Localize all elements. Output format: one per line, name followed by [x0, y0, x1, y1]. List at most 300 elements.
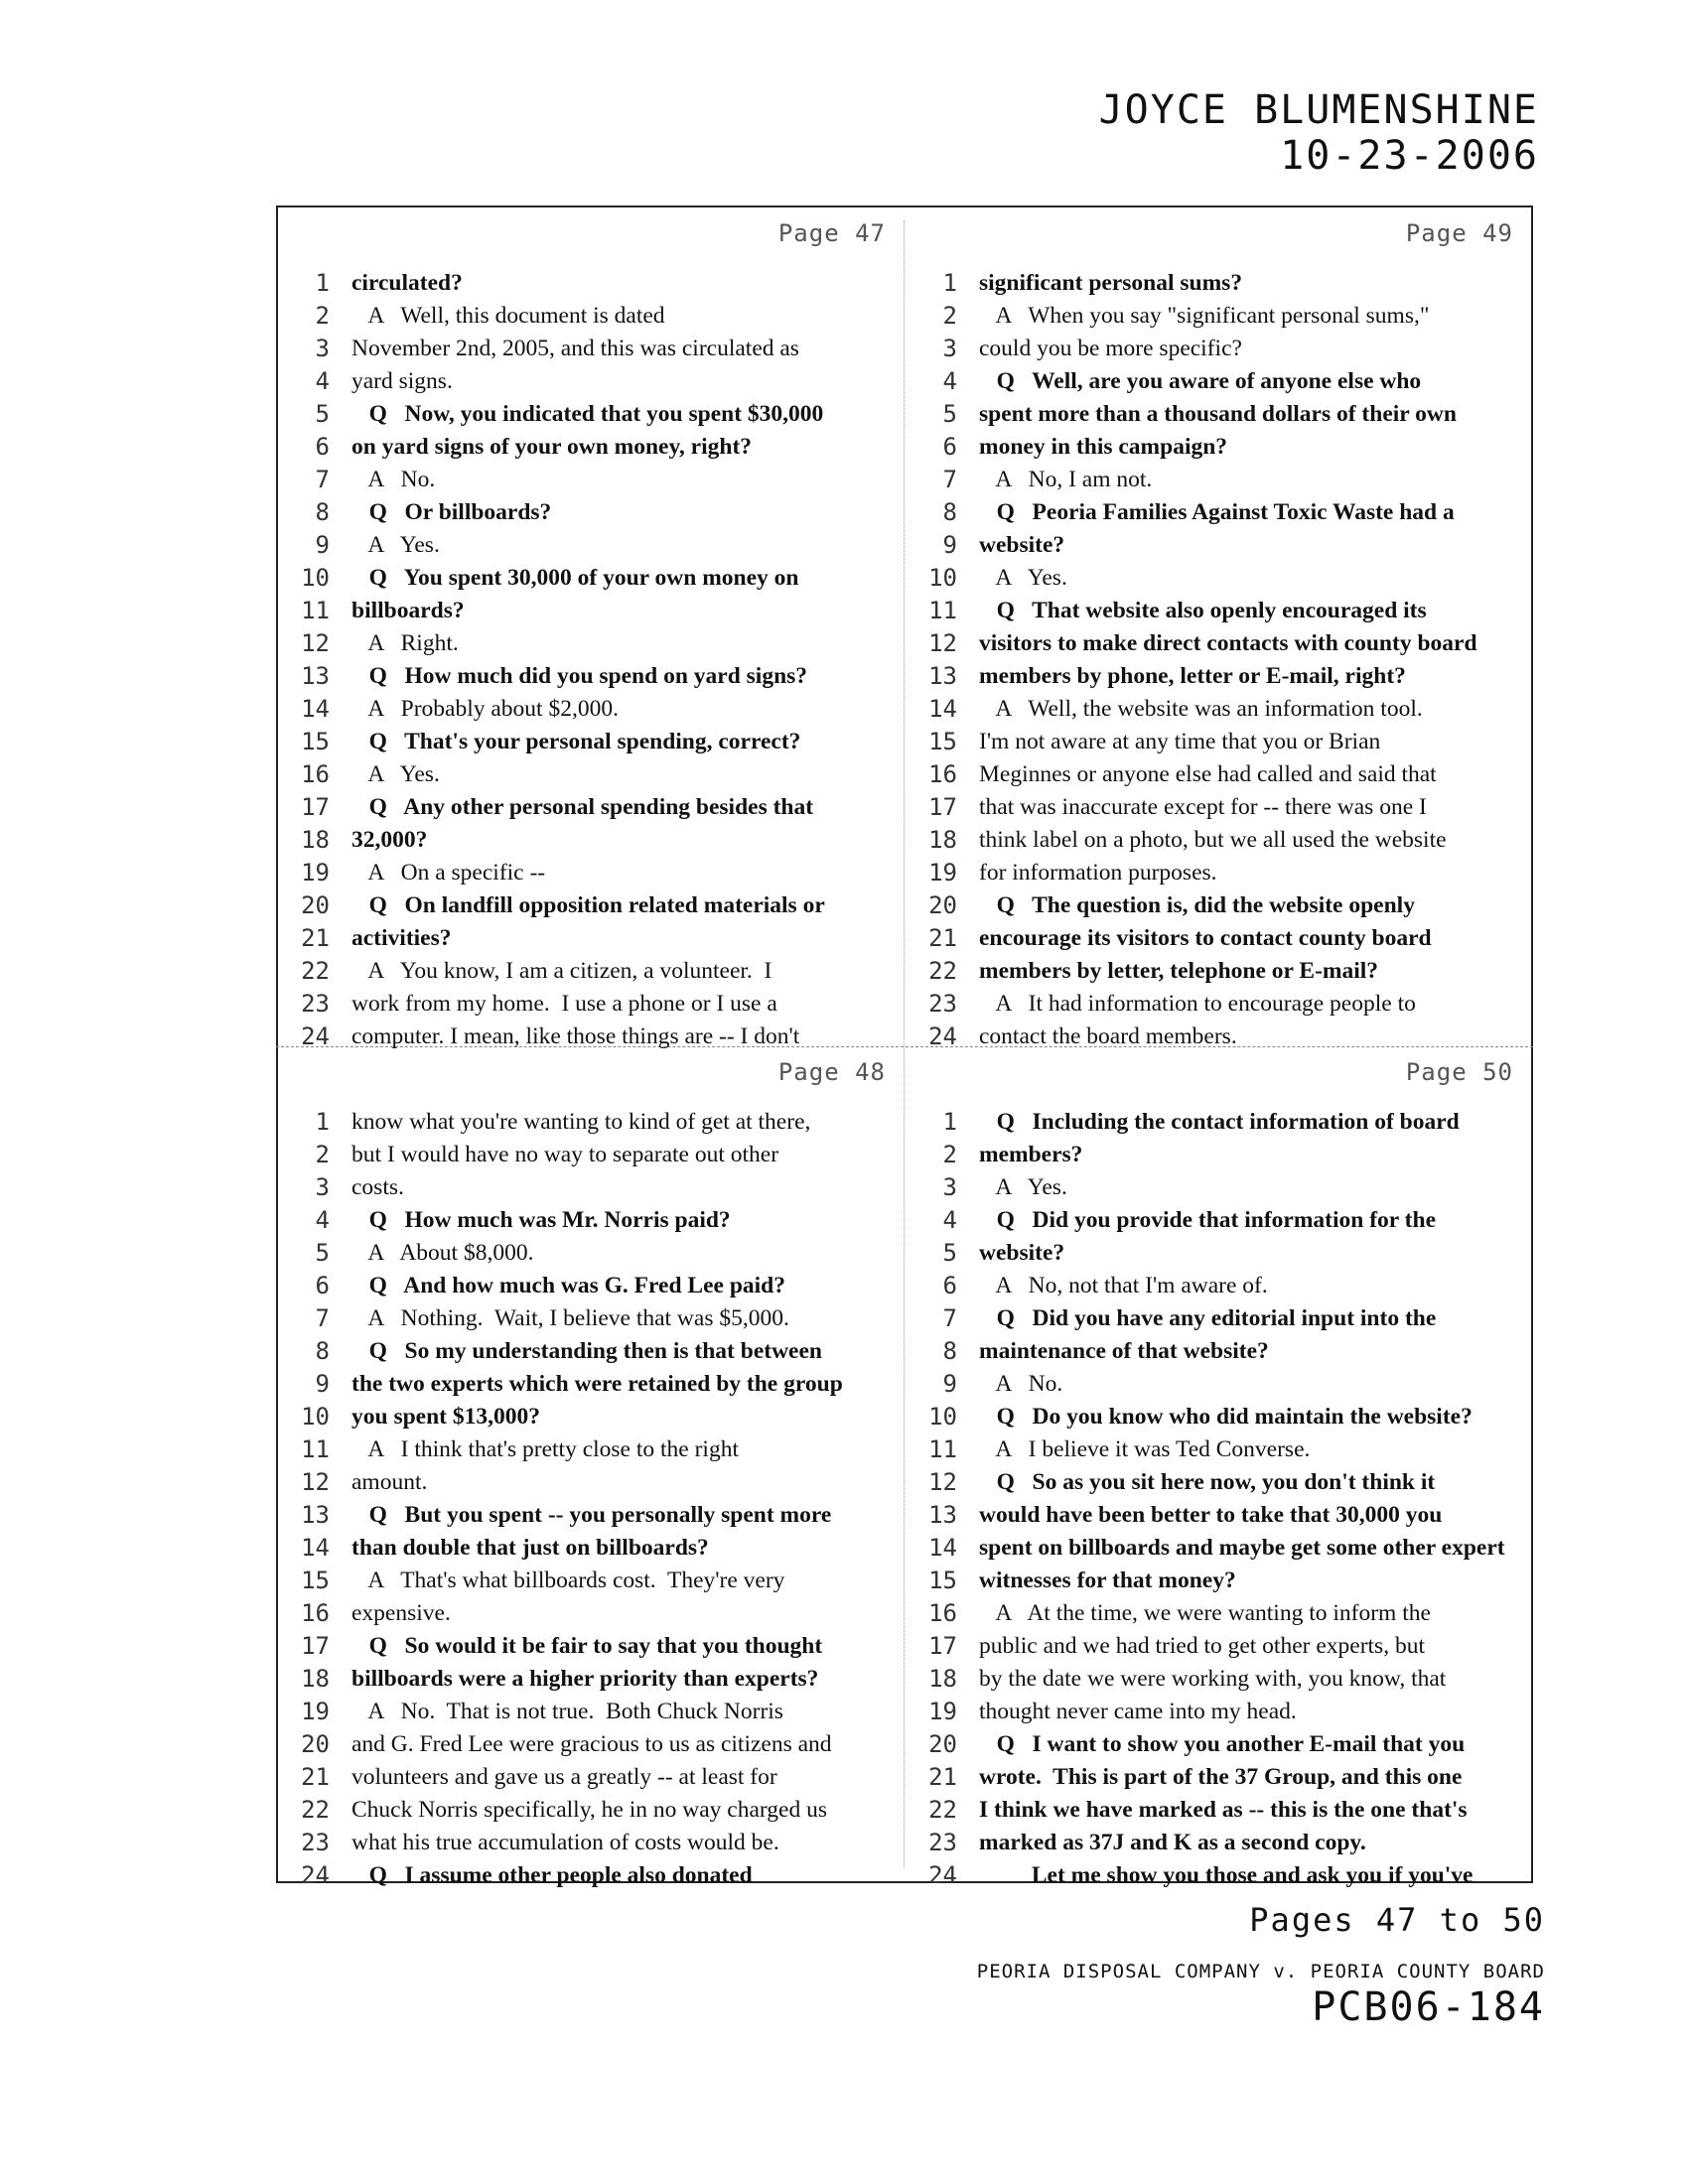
- line-number: 9: [942, 1370, 957, 1398]
- line-number: 12: [301, 1468, 330, 1496]
- transcript-line: [288, 1139, 894, 1171]
- line-number: 16: [928, 760, 957, 788]
- page-number-label: Page 48: [777, 1058, 886, 1086]
- line-number: 16: [301, 1599, 330, 1627]
- transcript-line: [288, 300, 894, 333]
- transcript-line: [915, 431, 1521, 464]
- transcript-line: [288, 496, 894, 529]
- transcript-line: [288, 1761, 894, 1794]
- line-text: A Yes.: [979, 1174, 1067, 1200]
- line-number: 14: [301, 695, 330, 723]
- transcript-line: [288, 333, 894, 365]
- transcript-line: [915, 889, 1521, 922]
- line-number: 14: [928, 1534, 957, 1562]
- line-number: 9: [942, 531, 957, 559]
- line-number: 13: [301, 1501, 330, 1529]
- line-text: A Yes.: [351, 761, 440, 787]
- line-text: but I would have no way to separate out other: [351, 1142, 779, 1167]
- line-text: Q Did you provide that information for the: [979, 1207, 1437, 1233]
- line-text: Q And how much was G. Fred Lee paid?: [351, 1273, 785, 1298]
- line-text: on yard signs of your own money, right?: [351, 434, 753, 460]
- line-text: Q Including the contact information of board: [979, 1109, 1460, 1135]
- line-text: yard signs.: [351, 368, 453, 394]
- line-number: 20: [301, 891, 330, 919]
- line-number: 13: [928, 662, 957, 690]
- line-text: Q How much was Mr. Norris paid?: [351, 1207, 731, 1233]
- line-text: A No, not that I'm aware of.: [979, 1273, 1268, 1298]
- line-number: 24: [928, 1861, 957, 1889]
- line-number: 6: [942, 433, 957, 461]
- line-text: money in this campaign?: [979, 434, 1228, 460]
- transcript-page-50: [915, 1058, 1521, 1889]
- line-text: amount.: [351, 1469, 428, 1495]
- line-number: 9: [315, 1370, 330, 1398]
- line-text: Q Peoria Families Against Toxic Waste had a: [979, 499, 1455, 525]
- line-number: 6: [315, 433, 330, 461]
- transcript-line: [915, 758, 1521, 791]
- line-number: 8: [942, 498, 957, 526]
- line-number: 3: [315, 1173, 330, 1201]
- line-number: 19: [928, 859, 957, 887]
- transcript-page-49: [915, 219, 1521, 1050]
- line-number: 16: [301, 760, 330, 788]
- transcript-line: [288, 1827, 894, 1859]
- line-number: 18: [301, 1665, 330, 1693]
- transcript-line: [288, 1663, 894, 1696]
- transcript-line: [915, 496, 1521, 529]
- line-number: 23: [301, 990, 330, 1018]
- line-number: 5: [942, 400, 957, 428]
- transcript-line: [288, 1368, 894, 1401]
- line-text: A Well, this document is dated: [351, 303, 665, 329]
- transcript-line: [288, 922, 894, 955]
- line-number: 22: [928, 1796, 957, 1824]
- transcript-line: [915, 1171, 1521, 1204]
- transcript-line: [915, 726, 1521, 758]
- transcript-line: [915, 1827, 1521, 1859]
- line-text: wrote. This is part of the 37 Group, and this one: [979, 1764, 1463, 1790]
- transcript-line: [288, 889, 894, 922]
- line-number: 22: [928, 957, 957, 985]
- line-number: 21: [928, 1763, 957, 1791]
- line-number: 15: [928, 728, 957, 755]
- transcript-line: [288, 464, 894, 496]
- transcript-line: [915, 1466, 1521, 1499]
- line-text: activities?: [351, 925, 452, 951]
- line-number: 2: [315, 302, 330, 330]
- line-number: 2: [942, 302, 957, 330]
- line-text: Q You spent 30,000 of your own money on: [351, 565, 799, 591]
- transcript-line: [915, 267, 1521, 300]
- line-number: 10: [301, 1403, 330, 1431]
- transcript-line: [915, 955, 1521, 988]
- line-text: November 2nd, 2005, and this was circulated as: [351, 336, 799, 361]
- line-number: 20: [928, 891, 957, 919]
- line-text: spent more than a thousand dollars of their own: [979, 401, 1457, 427]
- transcript-line: [288, 1401, 894, 1433]
- line-text: expensive.: [351, 1600, 451, 1626]
- line-text: A About $8,000.: [351, 1240, 534, 1266]
- transcript-line: [288, 857, 894, 889]
- line-number: 17: [301, 793, 330, 821]
- transcript-line: [288, 1696, 894, 1728]
- line-number: 21: [301, 924, 330, 952]
- transcript-line: [288, 267, 894, 300]
- line-number: 5: [315, 1239, 330, 1267]
- transcript-line: [915, 1302, 1521, 1335]
- line-number: 11: [928, 1435, 957, 1463]
- line-text: volunteers and gave us a greatly -- at least for: [351, 1764, 777, 1790]
- line-text: A I believe it was Ted Converse.: [979, 1436, 1311, 1462]
- line-text: website?: [979, 532, 1065, 558]
- transcript-line: [915, 1335, 1521, 1368]
- transcript-line: [288, 562, 894, 595]
- transcript-line: [915, 1204, 1521, 1237]
- line-text: members by letter, telephone or E-mail?: [979, 958, 1379, 984]
- line-text: contact the board members.: [979, 1024, 1237, 1049]
- line-text: billboards were a higher priority than experts?: [351, 1666, 819, 1692]
- line-text: and G. Fred Lee were gracious to us as citizens and: [351, 1731, 832, 1757]
- transcript-line: [915, 1237, 1521, 1270]
- transcript-line: [288, 595, 894, 627]
- line-text: Q Now, you indicated that you spent $30,000: [351, 401, 824, 427]
- transcript-page-48: [288, 1058, 894, 1889]
- line-text: maintenance of that website?: [979, 1338, 1269, 1364]
- transcript-line: [915, 922, 1521, 955]
- transcript-line: [288, 955, 894, 988]
- line-number: 1: [315, 269, 330, 297]
- transcript-line: [915, 1532, 1521, 1565]
- line-text: A Yes.: [351, 532, 440, 558]
- line-number: 21: [301, 1763, 330, 1791]
- line-text: witnesses for that money?: [979, 1568, 1236, 1593]
- line-text: encourage its visitors to contact county board: [979, 925, 1432, 951]
- line-text: A No.: [351, 467, 436, 492]
- line-number: 7: [942, 1304, 957, 1332]
- transcript-line: [288, 1859, 894, 1892]
- line-number: 8: [315, 498, 330, 526]
- line-text: than double that just on billboards?: [351, 1535, 709, 1561]
- line-text: A No.: [979, 1371, 1063, 1397]
- line-number: 13: [928, 1501, 957, 1529]
- transcript-line: [915, 1139, 1521, 1171]
- transcript-line: [915, 791, 1521, 824]
- line-number: 10: [928, 1403, 957, 1431]
- transcript-line: [915, 660, 1521, 693]
- deposition-date: 10-23-2006: [1280, 133, 1539, 179]
- transcript-line: [288, 365, 894, 398]
- transcript-line: [915, 300, 1521, 333]
- line-number: 18: [301, 826, 330, 854]
- line-number: 7: [942, 466, 957, 493]
- transcript-lines: [915, 267, 1521, 1053]
- line-text: Q The question is, did the website openly: [979, 892, 1415, 918]
- line-text: Q Well, are you aware of anyone else who: [979, 368, 1422, 394]
- line-text: A No, I am not.: [979, 467, 1153, 492]
- line-text: Let me show you those and ask you if you've: [979, 1862, 1474, 1888]
- transcript-line: [915, 1106, 1521, 1139]
- line-text: marked as 37J and K as a second copy.: [979, 1830, 1366, 1855]
- line-text: what his true accumulation of costs would be.: [351, 1830, 779, 1855]
- line-text: Q I want to show you another E-mail that you: [979, 1731, 1466, 1757]
- transcript-line: [915, 1761, 1521, 1794]
- line-number: 13: [301, 662, 330, 690]
- transcript-line: [288, 1270, 894, 1302]
- line-number: 20: [928, 1730, 957, 1758]
- transcript-line: [915, 1728, 1521, 1761]
- line-number: 24: [301, 1023, 330, 1050]
- line-text: you spent $13,000?: [351, 1404, 540, 1430]
- line-text: significant personal sums?: [979, 270, 1243, 296]
- line-text: Q Or billboards?: [351, 499, 552, 525]
- transcript-line: [288, 627, 894, 660]
- line-number: 15: [928, 1567, 957, 1594]
- line-number: 4: [942, 367, 957, 395]
- line-number: 5: [315, 400, 330, 428]
- transcript-line: [288, 1794, 894, 1827]
- line-number: 19: [301, 859, 330, 887]
- line-number: 18: [928, 1665, 957, 1693]
- transcript-line: [915, 1270, 1521, 1302]
- line-text: would have been better to take that 30,000 you: [979, 1502, 1443, 1528]
- line-text: Meginnes or anyone else had called and said that: [979, 761, 1437, 787]
- line-text: costs.: [351, 1174, 404, 1200]
- line-number: 23: [928, 1829, 957, 1856]
- transcript-line: [915, 1859, 1521, 1892]
- transcript-line: [915, 1433, 1521, 1466]
- line-text: Q How much did you spend on yard signs?: [351, 663, 808, 689]
- line-text: Q Any other personal spending besides that: [351, 794, 814, 820]
- line-number: 4: [942, 1206, 957, 1234]
- line-text: the two experts which were retained by the group: [351, 1371, 843, 1397]
- line-text: A I think that's pretty close to the right: [351, 1436, 739, 1462]
- line-text: that was inaccurate except for -- there was one I: [979, 794, 1427, 820]
- case-title: PEORIA DISPOSAL COMPANY v. PEORIA COUNTY BOARD: [976, 1961, 1545, 1982]
- line-number: 11: [928, 597, 957, 624]
- transcript-line: [288, 431, 894, 464]
- line-number: 10: [301, 564, 330, 592]
- transcript-line: [288, 1204, 894, 1237]
- line-text: I think we have marked as -- this is the one that's: [979, 1797, 1468, 1823]
- line-number: 18: [928, 826, 957, 854]
- transcript-line: [288, 758, 894, 791]
- transcript-line: [288, 988, 894, 1021]
- line-number: 2: [315, 1141, 330, 1168]
- line-text: A Probably about $2,000.: [351, 696, 619, 722]
- transcript-line: [915, 824, 1521, 857]
- line-text: A Nothing. Wait, I believe that was $5,000.: [351, 1305, 789, 1331]
- transcript-line: [288, 1335, 894, 1368]
- line-number: 8: [315, 1337, 330, 1365]
- transcript-line: [915, 529, 1521, 562]
- transcript-line: [288, 726, 894, 758]
- transcript-line: [915, 693, 1521, 726]
- line-text: Q So would it be fair to say that you thought: [351, 1633, 823, 1659]
- line-text: circulated?: [351, 270, 463, 296]
- line-text: visitors to make direct contacts with county board: [979, 630, 1477, 656]
- line-number: 6: [942, 1272, 957, 1299]
- transcript-line: [288, 693, 894, 726]
- line-text: members?: [979, 1142, 1083, 1167]
- line-number: 3: [942, 335, 957, 362]
- transcript-line: [288, 1433, 894, 1466]
- transcript-line: [915, 1401, 1521, 1433]
- transcript-line: [288, 1237, 894, 1270]
- transcript-line: [288, 1597, 894, 1630]
- line-number: 15: [301, 728, 330, 755]
- line-text: computer. I mean, like those things are -- I don't: [351, 1024, 800, 1049]
- line-number: 7: [315, 1304, 330, 1332]
- case-number: PCB06-184: [1312, 1984, 1545, 2030]
- line-number: 2: [942, 1141, 957, 1168]
- document-header: [1099, 87, 1539, 179]
- line-number: 4: [315, 1206, 330, 1234]
- transcript-page-47: [288, 219, 894, 1050]
- transcript-line: [915, 1663, 1521, 1696]
- line-text: spent on billboards and maybe get some other expert: [979, 1535, 1505, 1561]
- transcript-lines: [288, 1106, 894, 1892]
- transcript-line: [288, 398, 894, 431]
- line-number: 12: [928, 1468, 957, 1496]
- line-number: 17: [301, 1632, 330, 1660]
- line-text: could you be more specific?: [979, 336, 1242, 361]
- line-number: 10: [928, 564, 957, 592]
- transcript-line: [915, 398, 1521, 431]
- line-number: 16: [928, 1599, 957, 1627]
- line-number: 9: [315, 531, 330, 559]
- transcript-line: [915, 1597, 1521, 1630]
- line-text: A No. That is not true. Both Chuck Norris: [351, 1699, 783, 1724]
- pages-range: Pages 47 to 50: [1249, 1901, 1545, 1939]
- line-text: A It had information to encourage people to: [979, 991, 1416, 1017]
- transcript-line: [288, 1171, 894, 1204]
- line-number: 6: [315, 1272, 330, 1299]
- transcript-line: [915, 1696, 1521, 1728]
- transcript-line: [915, 857, 1521, 889]
- line-text: I'm not aware at any time that you or Brian: [979, 729, 1381, 754]
- transcript-line: [288, 1728, 894, 1761]
- line-number: 24: [301, 1861, 330, 1889]
- transcript-line: [915, 1565, 1521, 1597]
- transcript-line: [915, 1794, 1521, 1827]
- line-number: 11: [301, 1435, 330, 1463]
- line-number: 12: [301, 629, 330, 657]
- transcript-line: [288, 1302, 894, 1335]
- line-text: A That's what billboards cost. They're very: [351, 1568, 785, 1593]
- line-number: 3: [942, 1173, 957, 1201]
- witness-name: JOYCE BLUMENSHINE: [1098, 87, 1539, 133]
- line-text: A Well, the website was an information tool.: [979, 696, 1423, 722]
- line-number: 20: [301, 1730, 330, 1758]
- transcript-line: [915, 333, 1521, 365]
- transcript-line: [288, 824, 894, 857]
- line-number: 23: [928, 990, 957, 1018]
- line-number: 22: [301, 957, 330, 985]
- line-text: work from my home. I use a phone or I use a: [351, 991, 777, 1017]
- line-text: Q Do you know who did maintain the website?: [979, 1404, 1473, 1430]
- line-text: Q So my understanding then is that between: [351, 1338, 822, 1364]
- line-number: 12: [928, 629, 957, 657]
- line-text: A You know, I am a citizen, a volunteer. I: [351, 958, 772, 984]
- transcript-line: [915, 595, 1521, 627]
- transcript-line: [915, 627, 1521, 660]
- transcript-lines: [288, 267, 894, 1053]
- transcript-line: [915, 365, 1521, 398]
- line-text: think label on a photo, but we all used the website: [979, 827, 1447, 853]
- line-number: 7: [315, 466, 330, 493]
- transcript-line: [915, 464, 1521, 496]
- transcript-line: [288, 660, 894, 693]
- line-number: 22: [301, 1796, 330, 1824]
- line-text: Q So as you sit here now, you don't think it: [979, 1469, 1436, 1495]
- transcript-line: [288, 791, 894, 824]
- page-number-label: Page 47: [777, 219, 886, 247]
- line-number: 23: [301, 1829, 330, 1856]
- line-number: 17: [928, 1632, 957, 1660]
- line-text: Q But you spent -- you personally spent more: [351, 1502, 832, 1528]
- line-number: 1: [315, 1108, 330, 1136]
- transcript-line: [915, 988, 1521, 1021]
- line-number: 5: [942, 1239, 957, 1267]
- transcript-line: [915, 1368, 1521, 1401]
- line-text: Q That website also openly encouraged its: [979, 598, 1427, 623]
- vertical-divider: [904, 220, 905, 1868]
- line-number: 8: [942, 1337, 957, 1365]
- transcript-line: [288, 1466, 894, 1499]
- line-number: 1: [942, 269, 957, 297]
- transcript-line: [288, 1532, 894, 1565]
- line-number: 21: [928, 924, 957, 952]
- line-text: Chuck Norris specifically, he in no way charged us: [351, 1797, 828, 1823]
- transcript-line: [288, 529, 894, 562]
- line-text: by the date we were working with, you know, that: [979, 1666, 1447, 1692]
- line-text: Q Did you have any editorial input into the: [979, 1305, 1437, 1331]
- transcript-line: [288, 1630, 894, 1663]
- line-text: know what you're wanting to kind of get at there,: [351, 1109, 811, 1135]
- transcript-line: [288, 1106, 894, 1139]
- line-number: 11: [301, 597, 330, 624]
- transcript-line: [915, 1630, 1521, 1663]
- line-text: Q On landfill opposition related materials or: [351, 892, 825, 918]
- transcript-line: [915, 1021, 1521, 1053]
- line-number: 19: [928, 1698, 957, 1725]
- transcript-line: [288, 1021, 894, 1053]
- line-text: thought never came into my head.: [979, 1699, 1297, 1724]
- line-text: public and we had tried to get other experts, but: [979, 1633, 1425, 1659]
- transcript-line: [915, 562, 1521, 595]
- transcript-lines: [915, 1106, 1521, 1892]
- line-text: 32,000?: [351, 827, 428, 853]
- transcript-line: [288, 1499, 894, 1532]
- line-number: 17: [928, 793, 957, 821]
- transcript-line: [288, 1565, 894, 1597]
- line-number: 1: [942, 1108, 957, 1136]
- line-number: 24: [928, 1023, 957, 1050]
- line-text: A On a specific --: [351, 860, 546, 886]
- line-number: 15: [301, 1567, 330, 1594]
- line-text: Q I assume other people also donated: [351, 1862, 753, 1888]
- line-text: Q That's your personal spending, correct?: [351, 729, 801, 754]
- line-number: 14: [928, 695, 957, 723]
- line-text: for information purposes.: [979, 860, 1217, 886]
- line-number: 14: [301, 1534, 330, 1562]
- line-text: A Right.: [351, 630, 459, 656]
- page-number-label: Page 49: [1405, 219, 1513, 247]
- line-text: A When you say "significant personal sums,": [979, 303, 1430, 329]
- line-text: website?: [979, 1240, 1065, 1266]
- line-text: members by phone, letter or E-mail, right?: [979, 663, 1406, 689]
- line-number: 3: [315, 335, 330, 362]
